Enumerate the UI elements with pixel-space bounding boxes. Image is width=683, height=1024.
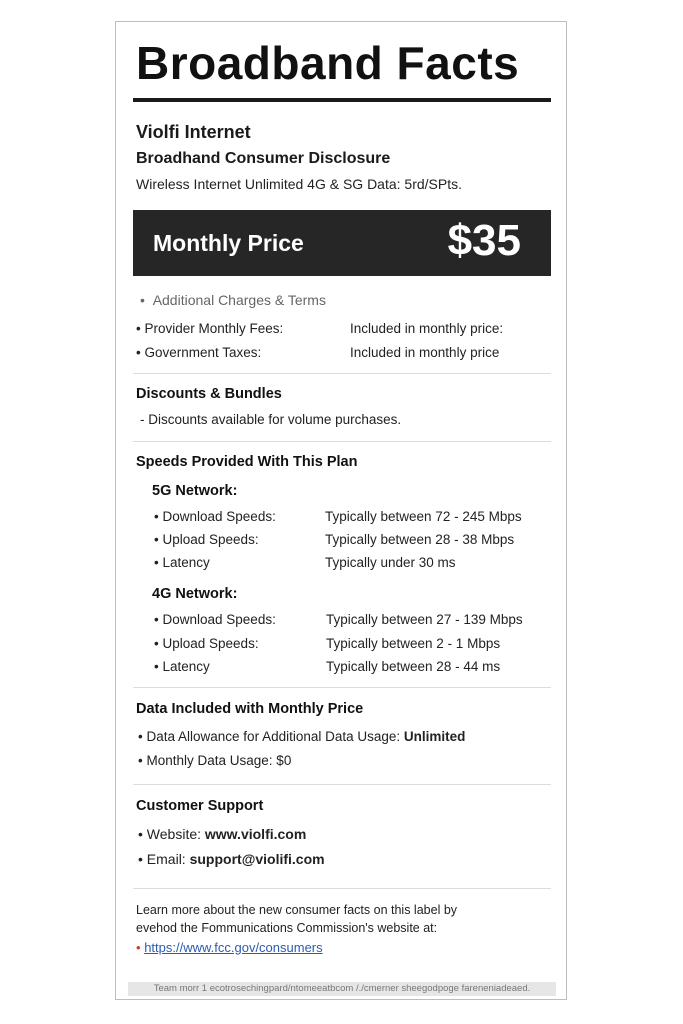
link-bullet: • <box>136 940 141 955</box>
discounts-heading: Discounts & Bundles <box>136 386 282 402</box>
fcc-consumers-link[interactable]: https://www.fcc.gov/consumers <box>144 940 323 955</box>
speed-value: Typically between 27 - 139 Mbps <box>326 612 523 627</box>
divider <box>133 441 551 442</box>
bullet: • <box>136 321 141 336</box>
support-website-link[interactable]: www.violfi.com <box>204 826 307 842</box>
bullet: • <box>136 345 141 360</box>
provider-name: Violfi Internet <box>136 122 251 142</box>
speed-label: • Download Speeds: <box>154 509 276 524</box>
divider <box>133 784 551 785</box>
speed-label: • Latency <box>154 659 210 674</box>
data-allowance-row: • Data Allowance for Additional Data Usage: Unlimited <box>138 729 466 744</box>
network-5g-heading: 5G Network: <box>152 483 238 499</box>
speed-label: • Upload Speeds: <box>154 636 259 651</box>
support-email-row: • Email: support@violifi.com <box>138 851 325 867</box>
footer-strip <box>128 982 556 996</box>
bullet: • <box>140 292 145 308</box>
support-email-link[interactable]: support@violifi.com <box>189 851 325 867</box>
disclosure-heading: Broadhand Consumer Disclosure <box>136 150 391 167</box>
divider <box>133 888 551 889</box>
network-4g-heading: 4G Network: <box>152 586 238 602</box>
fee-value: Included in monthly price <box>350 345 500 360</box>
footer-text: Team morr 1 ecotrosechingpard/ntomeeatbcom /./cmerner sheegodpoge fareneniadeaed. <box>153 983 531 994</box>
data-included-heading: Data Included with Monthly Price <box>136 701 364 717</box>
data-usage-row: • Monthly Data Usage: $0 <box>138 753 292 768</box>
divider <box>133 373 551 374</box>
dash-bullet: - <box>140 412 145 427</box>
speed-value: Typically under 30 ms <box>325 555 456 570</box>
support-website-row: • Website: www.violfi.com <box>138 826 307 842</box>
fee-label: Provider Monthly Fees: <box>144 321 284 336</box>
monthly-price-label: Monthly Price <box>153 230 304 256</box>
learn-more-line1: Learn more about the new consumer facts on this label by <box>136 903 458 917</box>
speed-value: Typically between 28 - 44 ms <box>326 659 501 674</box>
divider <box>133 687 551 688</box>
fee-row-provider <box>136 321 283 336</box>
speed-value: Typically between 2 - 1 Mbps <box>326 636 501 651</box>
speeds-heading: Speeds Provided With This Plan <box>136 454 358 470</box>
fee-value: Included in monthly price: <box>350 321 504 336</box>
monthly-price-value: $35 <box>447 216 521 265</box>
support-heading: Customer Support <box>136 798 264 814</box>
speed-value: Typically between 28 - 38 Mbps <box>325 532 515 547</box>
additional-charges-heading: • Additional Charges & Terms <box>140 292 326 308</box>
fee-row-taxes <box>136 345 261 360</box>
monthly-price-bar <box>133 210 551 276</box>
label-title: Broadband Facts <box>136 37 520 89</box>
data-allowance-value: Unlimited <box>403 729 466 744</box>
plan-name: Wireless Internet Unlimited 4G & SG Data: 5rd/SPts. <box>136 176 463 192</box>
discounts-text: - Discounts available for volume purchases. <box>140 412 402 427</box>
title-rule <box>133 98 551 102</box>
speed-value: Typically between 72 - 245 Mbps <box>325 509 522 524</box>
broadband-facts-label <box>115 21 567 1000</box>
learn-more-line2: evehod the Fommunications Commission's website at: <box>136 921 438 935</box>
speed-label: • Latency <box>154 555 210 570</box>
speed-label: • Download Speeds: <box>154 612 276 627</box>
fee-label: Government Taxes: <box>144 345 262 360</box>
speed-label: • Upload Speeds: <box>154 532 259 547</box>
fcc-link-row <box>136 940 323 955</box>
